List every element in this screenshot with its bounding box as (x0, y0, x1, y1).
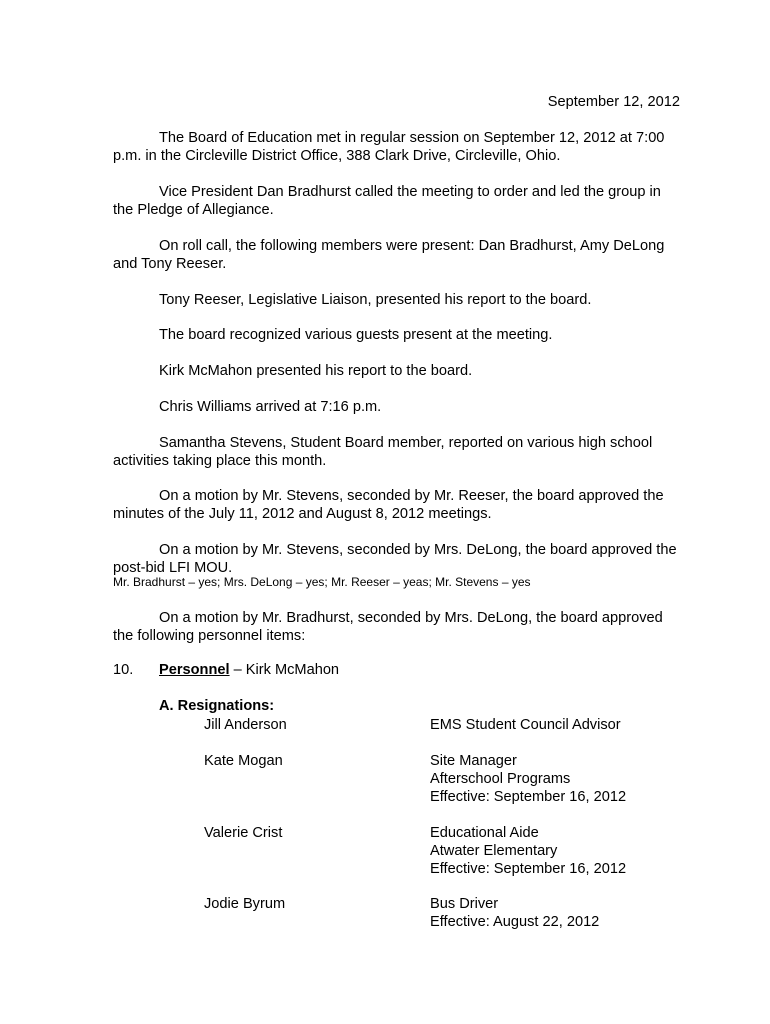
employee-name: Jodie Byrum (204, 896, 286, 912)
item-title: Personnel (159, 662, 230, 678)
paragraph-personnel-motion: On a motion by Mr. Bradhurst, seconded by Mrs. DeLong, the board approved the following personnel items: (113, 610, 663, 644)
position-details (430, 716, 621, 734)
item-presenter: – Kirk McMahon (229, 662, 340, 678)
position-line: Educational Aide (430, 825, 539, 841)
item-number: 10. (113, 662, 134, 678)
paragraph-minutes-motion: On a motion by Mr. Stevens, seconded by Mr. Reeser, the board approved the minutes of the July 11, 2012 and August 8, 2012 meetings. (113, 488, 664, 522)
paragraph-session: The Board of Education met in regular session on September 12, 2012 at 7:00 p.m. in the Circleville District Office, 388 Clark Drive, Circleville, Ohio. (113, 130, 665, 164)
position-line: Bus Driver (430, 896, 499, 912)
position-details (430, 895, 599, 931)
position-line: EMS Student Council Advisor (430, 717, 621, 733)
paragraph-legislative-report: Tony Reeser, Legislative Liaison, presented his report to the board. (159, 292, 592, 308)
effective-date: Effective: September 16, 2012 (430, 789, 627, 805)
resignations-heading: A. Resignations: (159, 698, 275, 714)
employee-name: Valerie Crist (204, 825, 283, 841)
paragraph-roll-call: On roll call, the following members were present: Dan Bradhurst, Amy DeLong and Tony Reeser. (113, 238, 665, 272)
position-line: Afterschool Programs (430, 771, 571, 787)
position-line: Site Manager (430, 753, 517, 769)
paragraph-call-to-order: Vice President Dan Bradhurst called the meeting to order and led the group in the Pledge of Allegiance. (113, 184, 661, 218)
paragraph-student-report: Samantha Stevens, Student Board member, reported on various high school activities taking place this month. (113, 435, 653, 469)
position-line: Atwater Elementary (430, 843, 558, 859)
position-details (430, 752, 626, 806)
position-details (430, 824, 626, 878)
employee-name: Jill Anderson (204, 717, 287, 733)
vote-record: Mr. Bradhurst – yes; Mrs. DeLong – yes; Mr. Reeser – yeas; Mr. Stevens – yes (113, 575, 531, 589)
paragraph-lfi-motion: On a motion by Mr. Stevens, seconded by Mrs. DeLong, the board approved the post-bid LFI MOU. (113, 542, 677, 576)
paragraph-williams-arrival: Chris Williams arrived at 7:16 p.m. (159, 399, 382, 415)
paragraph-mcmahon-report: Kirk McMahon presented his report to the board. (159, 363, 473, 379)
item-heading (159, 662, 339, 678)
meeting-date: September 12, 2012 (547, 94, 680, 110)
effective-date: Effective: August 22, 2012 (430, 914, 600, 930)
employee-name: Kate Mogan (204, 753, 283, 769)
effective-date: Effective: September 16, 2012 (430, 861, 627, 877)
paragraph-guests: The board recognized various guests present at the meeting. (159, 327, 553, 343)
